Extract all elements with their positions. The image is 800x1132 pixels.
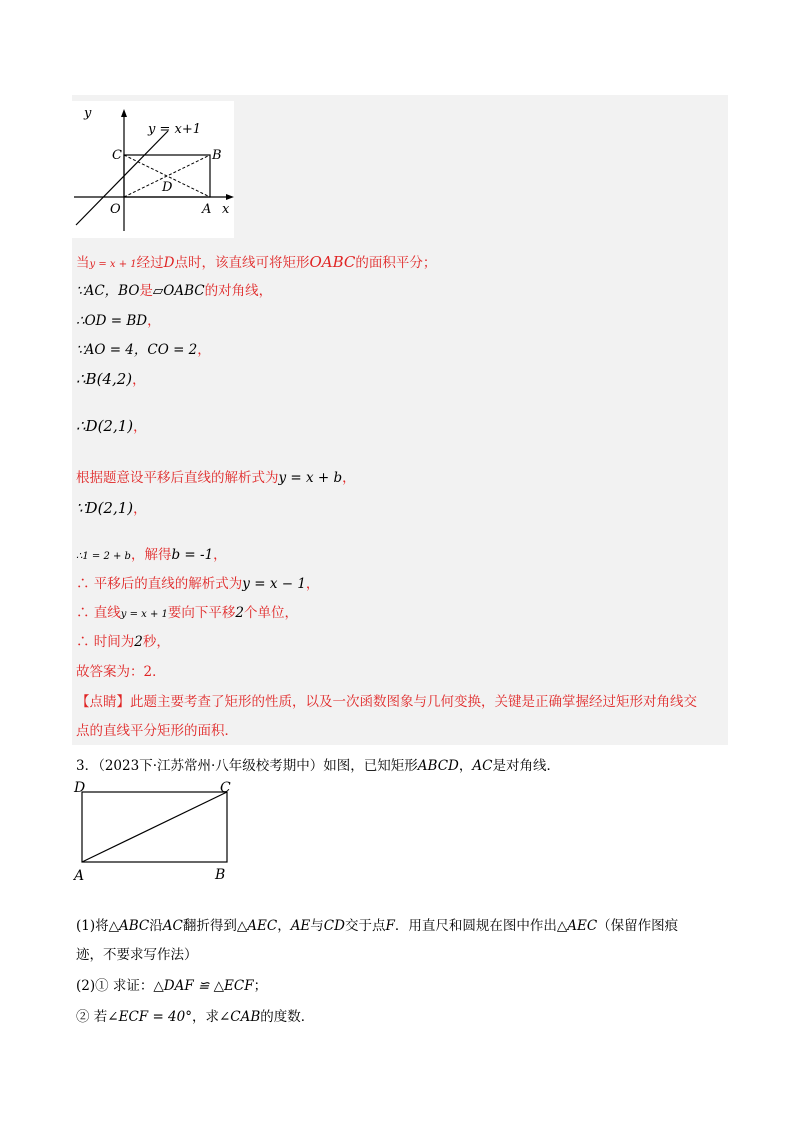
text: 根据题意设平移后直线的解析式为 [76, 470, 279, 486]
solution-answer: 故答案为：2． [76, 664, 166, 680]
math: y = x + 1 [120, 609, 168, 620]
text: (1)将 [76, 918, 109, 934]
math: ∵D(2,1) [76, 499, 134, 517]
text: ， [132, 372, 146, 388]
text: 3．（2023下·江苏常州·八年级校考期中）如图，已知矩形 [76, 758, 418, 774]
solution-line-8 [76, 499, 147, 518]
text: ， [342, 470, 356, 486]
math: ∵AO = 4，CO = 2 [76, 342, 198, 358]
math: ∠CAB [218, 1009, 261, 1025]
text: ， [305, 576, 320, 592]
math: ABCD [417, 758, 459, 774]
solution-line-6 [76, 417, 147, 436]
text: 经过 [136, 255, 164, 271]
text: ∴ 直线 [76, 605, 121, 621]
point-b-label: B [212, 148, 222, 163]
text: 是对角线． [492, 758, 560, 774]
math: ▱OABC [152, 283, 205, 299]
text: ， [147, 313, 161, 329]
solution-line-2 [76, 282, 272, 300]
text: ② 若 [76, 1009, 108, 1025]
text: 当 [76, 255, 90, 271]
solution-line-11 [76, 604, 298, 624]
question-3-part-2-2 [76, 1008, 314, 1026]
math: △AEC [556, 918, 598, 934]
math: y = x − 1 [242, 576, 306, 592]
math: ∴1 = 2 + b [76, 551, 131, 562]
point-d-label: D [162, 180, 173, 195]
math: △AEC [236, 918, 278, 934]
math: OABC [309, 253, 356, 271]
text: 个单位， [244, 605, 299, 621]
text: ， [277, 918, 291, 934]
solution-remark-1: 【点睛】此题主要考查了矩形的性质，以及一次函数图象与几何变换，关键是正确掌握经过矩形对角线交 [76, 694, 697, 710]
solution-line-9 [76, 546, 227, 566]
text: 要向下平移 [167, 605, 236, 621]
math: △DAF ≌ △ECF [153, 978, 254, 994]
point-a-label: A [202, 202, 212, 217]
math: CD [323, 918, 345, 934]
solution-line-10 [76, 575, 319, 593]
text: ， [133, 419, 147, 435]
math: D [163, 255, 175, 271]
text: 交于点 [344, 918, 386, 934]
text: ， [197, 342, 211, 358]
text: ； [253, 978, 268, 994]
text: ， [213, 547, 227, 563]
math: y = x + b [278, 470, 343, 486]
coordinate-figure [72, 101, 234, 238]
math: 2 [235, 605, 245, 621]
solution-line-12 [76, 633, 170, 651]
text: 秒， [142, 634, 170, 650]
question-3-part-1 [76, 917, 678, 935]
y-axis-label: y [84, 106, 92, 121]
text: 翻折得到 [182, 918, 237, 934]
vertex-d-label: D [74, 780, 86, 796]
text: （保留作图痕 [597, 918, 679, 934]
text: 与 [310, 918, 324, 934]
math: ∴B(4,2) [76, 370, 133, 388]
rectangle-figure [72, 780, 242, 885]
solution-remark-2: 点的直线平分矩形的面积． [76, 723, 238, 739]
text: ∴ 时间为 [76, 634, 135, 650]
math: △ABC [108, 918, 150, 934]
text: 的度数． [260, 1009, 315, 1025]
solution-line-1 [76, 253, 436, 274]
point-c-label: C [112, 148, 122, 163]
text: ∴ 平移后的直线的解析式为 [76, 576, 243, 592]
solution-line-3 [76, 312, 161, 330]
text: 的对角线， [204, 283, 273, 299]
solution-line-7 [76, 469, 356, 487]
solution-line-5 [76, 370, 146, 389]
math: y = x + 1 [89, 259, 137, 270]
text: ．用直尺和圆规在图中作出 [394, 918, 557, 934]
question-3-part-2-1 [76, 977, 267, 995]
math: AE [290, 918, 311, 934]
math: ∵AC，BO [76, 283, 140, 299]
vertex-c-label: C [220, 780, 231, 796]
line-label: y = x+1 [148, 122, 201, 137]
text: 点时，该直线可将矩形 [174, 255, 310, 271]
text: ，求 [191, 1009, 219, 1025]
question-3-stem [76, 757, 560, 775]
vertex-b-label: B [215, 867, 226, 883]
math: 2 [134, 634, 143, 650]
math: ∠ECF = 40° [107, 1009, 192, 1025]
point-o-label: O [110, 202, 121, 217]
math: ∴OD = BD [76, 313, 148, 329]
x-axis-label: x [222, 202, 230, 217]
text: ，解得 [130, 547, 172, 563]
math: ∴D(2,1) [76, 417, 134, 435]
text: 是 [139, 283, 153, 299]
text: ， [458, 758, 473, 774]
text: 的面积平分； [355, 255, 437, 271]
text: ， [133, 501, 147, 517]
math: F [385, 918, 395, 934]
question-3-part-1-cont: 迹，不要求写作法） [76, 947, 198, 963]
solution-panel [72, 95, 728, 745]
solution-line-4 [76, 341, 211, 359]
vertex-a-label: A [74, 868, 85, 884]
text: (2)① 求证： [76, 978, 154, 994]
math: b = -1 [171, 547, 214, 563]
math: AC [162, 918, 183, 934]
text: 沿 [149, 918, 163, 934]
math: AC [472, 758, 493, 774]
